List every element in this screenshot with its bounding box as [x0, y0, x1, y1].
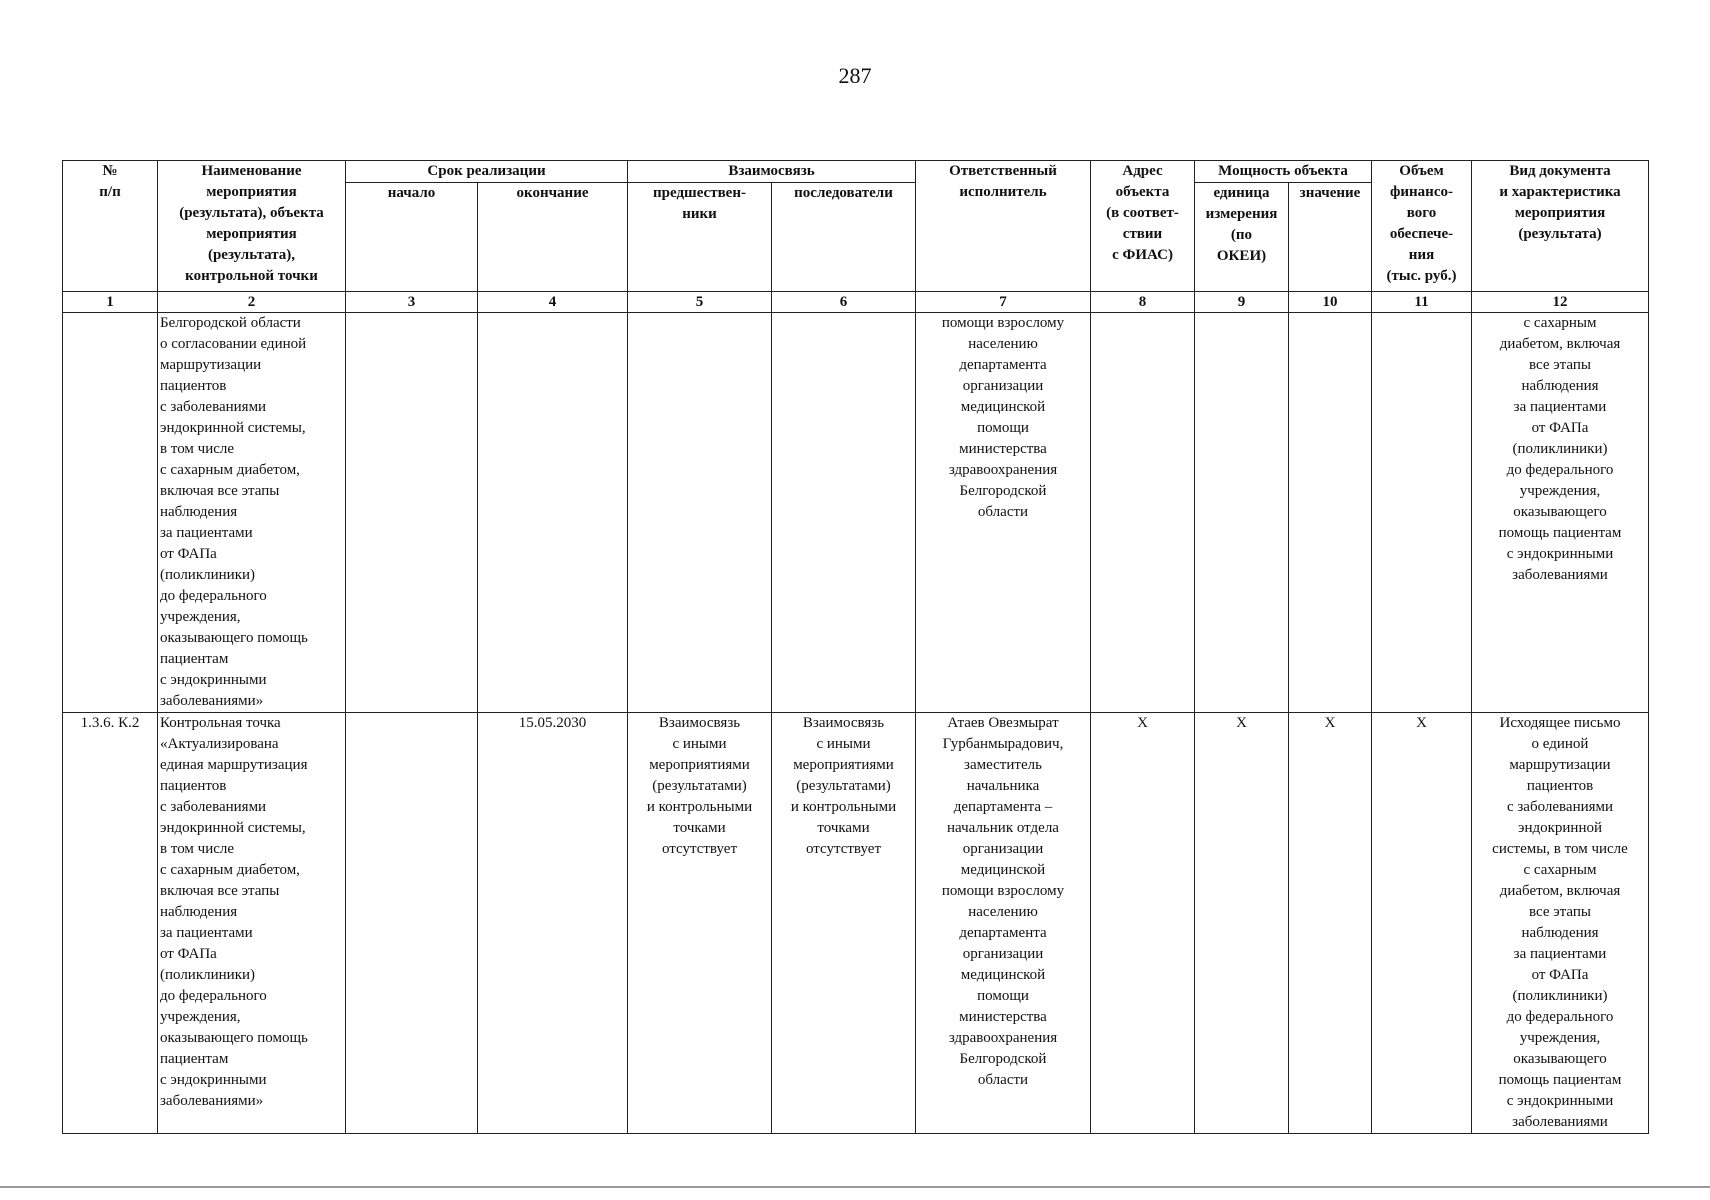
column-number: 9 — [1195, 292, 1289, 313]
column-number: 7 — [916, 292, 1091, 313]
header-value: значение — [1289, 183, 1372, 292]
cell-value — [1289, 313, 1372, 713]
cell-document: с сахарным диабетом, включая все этапы наблюдения за пациентами от ФАПа (поликлиники) до федерального учреждения, оказывающего помощь пациентам с эндокринными заболеваниями — [1472, 313, 1649, 713]
scan-bottom-edge — [0, 1186, 1710, 1188]
column-number: 1 — [63, 292, 158, 313]
header-group-relation: Взаимосвязь — [628, 161, 916, 183]
cell-number — [63, 313, 158, 713]
cell-end — [478, 313, 628, 713]
header-address: Адрес объекта (в соответ- ствии с ФИАС) — [1091, 161, 1195, 292]
header-predecessors: предшествен- ники — [628, 183, 772, 292]
header-start: начало — [346, 183, 478, 292]
cell-responsible: Атаев Овезмырат Гурбанмырадович, заместитель начальника департамента – начальник отдела организации медицинской помощи взрослому населению департамента организации медицинской помощи министерства здравоохранения Белгородской области — [916, 713, 1091, 1134]
cell-responsible: помощи взрослому населению департамента организации медицинской помощи министерства здравоохранения Белгородской области — [916, 313, 1091, 713]
cell-successors: Взаимосвязь с иными мероприятиями (результатами) и контрольными точками отсутствует — [772, 713, 916, 1134]
column-number: 10 — [1289, 292, 1372, 313]
cell-name: Контрольная точка «Актуализирована единая маршрутизация пациентов с заболеваниями эндокринной системы, в том числе с сахарным диабетом, включая все этапы наблюдения за пациентами от ФАПа (поликлиники) до федерального учреждения, оказывающего помощь пациентам с эндокринными заболеваниями» — [158, 713, 346, 1134]
measures-table — [62, 160, 1649, 1134]
cell-document: Исходящее письмо о единой маршрутизации пациентов с заболеваниями эндокринной системы, в том числе с сахарным диабетом, включая все этапы наблюдения за пациентами от ФАПа (поликлиники) до федерального учреждения, оказывающего помощь пациентам с эндокринными заболеваниями — [1472, 713, 1649, 1134]
column-number: 4 — [478, 292, 628, 313]
column-number: 11 — [1372, 292, 1472, 313]
cell-unit — [1195, 313, 1289, 713]
cell-name: Белгородской области о согласовании единой маршрутизации пациентов с заболеваниями эндокринной системы, в том числе с сахарным диабетом, включая все этапы наблюдения за пациентами от ФАПа (поликлиники) до федерального учреждения, оказывающего помощь пациентам с эндокринными заболеваниями» — [158, 313, 346, 713]
page-number: 287 — [838, 63, 872, 88]
cell-number: 1.3.6. К.2 — [63, 713, 158, 1134]
cell-end: 15.05.2030 — [478, 713, 628, 1134]
cell-finance — [1372, 313, 1472, 713]
cell-finance: X — [1372, 713, 1472, 1134]
cell-start — [346, 313, 478, 713]
cell-predecessors: Взаимосвязь с иными мероприятиями (результатами) и контрольными точками отсутствует — [628, 713, 772, 1134]
cell-address: X — [1091, 713, 1195, 1134]
cell-address — [1091, 313, 1195, 713]
header-number: № п/п — [63, 161, 158, 292]
column-number: 5 — [628, 292, 772, 313]
table-row — [63, 313, 1649, 713]
column-number: 12 — [1472, 292, 1649, 313]
column-number: 8 — [1091, 292, 1195, 313]
cell-predecessors — [628, 313, 772, 713]
header-group-period: Срок реализации — [346, 161, 628, 183]
cell-value: X — [1289, 713, 1372, 1134]
column-number-row — [63, 292, 1649, 313]
table-row — [63, 713, 1649, 1134]
header-responsible: Ответственный исполнитель — [916, 161, 1091, 292]
header-unit: единица измерения (по ОКЕИ) — [1195, 183, 1289, 292]
column-number: 6 — [772, 292, 916, 313]
column-number: 3 — [346, 292, 478, 313]
header-group-capacity: Мощность объекта — [1195, 161, 1372, 183]
header-end: окончание — [478, 183, 628, 292]
header-successors: последователи — [772, 183, 916, 292]
header-finance: Объем финансо- вого обеспече- ния (тыс. руб.) — [1372, 161, 1472, 292]
cell-successors — [772, 313, 916, 713]
header-row-top — [63, 161, 1649, 183]
header-name: Наименование мероприятия (результата), объекта мероприятия (результата), контрольной точки — [158, 161, 346, 292]
cell-start — [346, 713, 478, 1134]
header-document: Вид документа и характеристика мероприятия (результата) — [1472, 161, 1649, 292]
column-number: 2 — [158, 292, 346, 313]
cell-unit: X — [1195, 713, 1289, 1134]
